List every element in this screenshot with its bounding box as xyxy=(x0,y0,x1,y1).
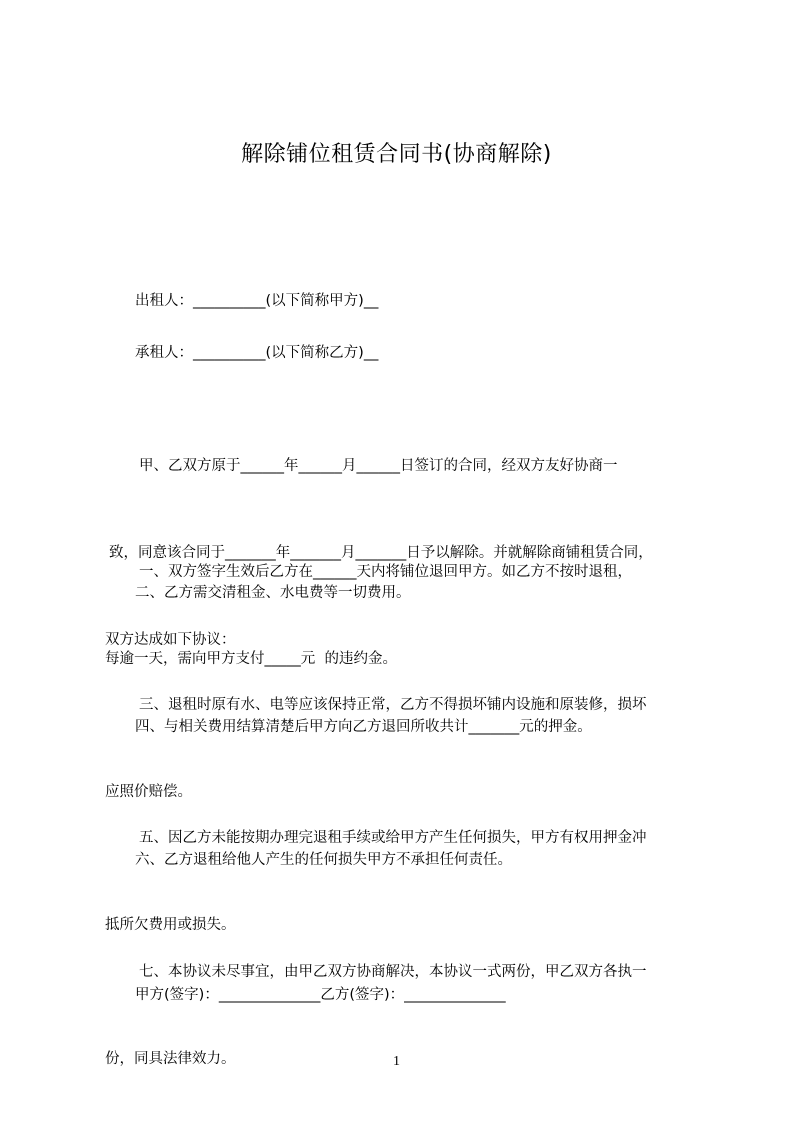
page-number: 1 xyxy=(393,1054,400,1069)
lessee-line: 承租人：__________(以下简称乙方)__ xyxy=(135,345,379,361)
intro-line-2: 致，同意该合同于_______年_______月_______日予以解除。并就解除商铺租赁合同， xyxy=(109,545,653,561)
clause-4: 四、与相关费用结算清楚后甲方向乙方退回所收共计_______元的押金。 xyxy=(135,719,592,735)
clause-1-line-2: 每逾一天，需向甲方支付_____元 的违约金。 xyxy=(105,651,397,667)
clause-5-line-1: 五、因乙方未能按期办理完退租手续或给甲方产生任何损失，甲方有权用押金冲 xyxy=(139,830,647,846)
clause-7-line-1: 七、本协议未尽事宜，由甲乙双方协商解决，本协议一式两份，甲乙双方各执一 xyxy=(139,964,647,980)
clause-2: 二、乙方需交清租金、水电费等一切费用。 xyxy=(135,585,411,601)
clause-6: 六、乙方退租给他人产生的任何损失甲方不承担任何责任。 xyxy=(135,852,512,868)
clause-5-line-2: 抵所欠费用或损失。 xyxy=(105,917,236,933)
clause-3-line-1: 三、退租时原有水、电等应该保持正常，乙方不得损坏铺内设施和原装修，损坏 xyxy=(139,697,647,713)
signature-line: 甲方(签字)：______________乙方(签字)：______________ xyxy=(135,987,506,1003)
intro-line-3: 双方达成如下协议： xyxy=(105,632,236,648)
clause-3-line-2: 应照价赔偿。 xyxy=(105,784,192,800)
clause-1-line-1: 一、双方签字生效后乙方在______天内将铺位退回甲方。如乙方不按时退租， xyxy=(139,564,632,580)
lessor-line: 出租人：__________(以下简称甲方)__ xyxy=(135,293,379,309)
document-title: 解除铺位租赁合同书(协商解除) xyxy=(241,142,552,167)
clause-7-line-2: 份，同具法律效力。 xyxy=(105,1051,236,1067)
intro-line-1: 甲、乙双方原于______年______月______日签订的合同，经双方友好协商一 xyxy=(139,458,618,474)
